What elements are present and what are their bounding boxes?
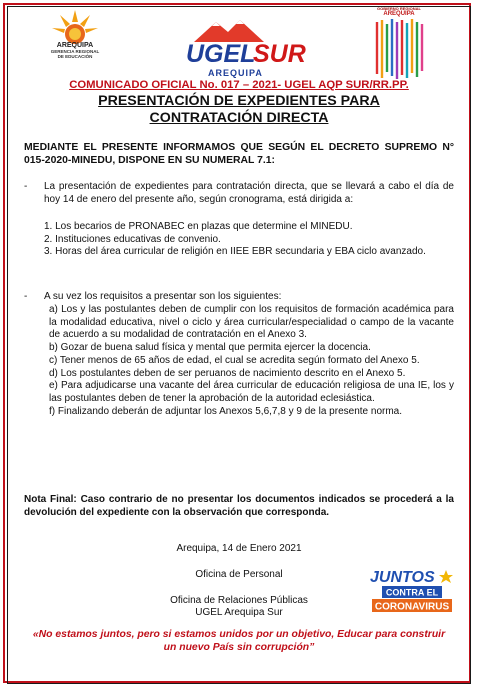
ugel-signature: UGEL Arequipa Sur [195, 607, 283, 618]
slogan [0, 628, 478, 654]
ugel-sur-logo [180, 18, 306, 80]
title-line-1: PRESENTACIÓN DE EXPEDIENTES PARA [98, 93, 380, 109]
bullet-requisitos [24, 291, 454, 304]
gra-logo [366, 6, 432, 86]
grea-caption-1: GERENCIA REGIONAL [50, 49, 100, 54]
requirement-item: f) Finalizando deberán de adjuntar los Anexos 5,6,7,8 y 9 de la presente norma. [49, 405, 403, 417]
ugel-arequipa-text: AREQUIPA [208, 68, 263, 78]
target-list [44, 221, 454, 259]
juntos-contra-coronavirus-logo [368, 566, 456, 616]
juntos-line-2: CONTRA EL [385, 587, 439, 598]
slogan-line-2: un nuevo País sin corrupción” [163, 642, 315, 653]
nota-final: Nota Final: Caso contrario de no presentar los documentos indicados se procederá a la devolución del expediente con la observación que corresponda. [24, 494, 454, 518]
requirement-item: e) Para adjudicarse una vacante del área curricular de educación religiosa de una IE, los y las postulantes deben de tener la aprobación de la autoridad eclesiástica. [49, 380, 454, 404]
juntos-line-3: CORONAVIRUS [374, 601, 450, 613]
requirement-item: a) Los y las postulantes deben de cumplir con los requisitos de formación académica para la modalidad educativa, nivel o ciclo y área curricular/especialidad o campo de la vacante de acuerdo a su modalidad de contratación en el Anexo 3. [49, 304, 454, 341]
list-item: 3. Horas del área curricular de religión en IIEE EBR secundaria y EBA ciclo avanzado. [44, 246, 426, 258]
requirement-item: c) Tener menos de 65 años de edad, el cual se acredita según formato del Anexo 5. [49, 354, 420, 366]
relaciones-publicas: Oficina de Relaciones Públicas [170, 595, 308, 606]
grea-logo [42, 10, 108, 76]
slogan-line-1: «No estamos juntos, pero si estamos unidos por un objetivo, Educar para construir [32, 629, 446, 640]
bullet-text: A su vez los requisitos a presentar son los siguientes: [44, 291, 282, 302]
bullet-dash: - [24, 181, 28, 192]
requirement-item: d) Los postulantes deben de ser peruanos de nacimiento descrito en el Anexo 5. [49, 367, 406, 379]
mountain-icon [194, 18, 264, 42]
requirement-item: b) Gozar de buena salud física y mental que permita ejercer la docencia. [49, 342, 371, 354]
bullet-dash: - [24, 291, 28, 302]
intro-paragraph: MEDIANTE EL PRESENTE INFORMAMOS QUE SEGÚN EL DECRETO SUPREMO N° 015-2020-MINEDU, DISPONE EN SU NUMERAL 7.1: [24, 142, 454, 166]
list-item: 2. Instituciones educativas de convenio. [44, 233, 221, 245]
date-line: Arequipa, 14 de Enero 2021 [176, 543, 302, 554]
juntos-line-1: JUNTOS [370, 569, 435, 586]
requirements-list [49, 304, 454, 418]
grea-caption-2: DE EDUCACIÓN [57, 54, 93, 59]
sur-text: SUR [253, 40, 306, 68]
comunicado-heading: COMUNICADO OFICIAL No. 017 – 2021- UGEL AQP SUR/RR.PP. [69, 79, 409, 91]
grea-brand: AREQUIPA [56, 42, 94, 49]
document-title [0, 93, 478, 127]
ribbon-emblem-icon [371, 18, 427, 80]
title-line-2: CONTRATACIÓN DIRECTA [149, 110, 329, 126]
gra-caption-1: GOBIERNO REGIONAL [376, 6, 421, 11]
bullet-presentacion [24, 181, 454, 206]
list-item: 1. Los becarios de PRONABEC en plazas que determine el MINEDU. [44, 221, 353, 232]
oficina-personal: Oficina de Personal [195, 569, 283, 580]
gra-caption-2: AREQUIPA [383, 11, 415, 17]
ugel-text: UGEL [186, 40, 256, 68]
bullet-text: La presentación de expedientes para contratación directa, que se llevará a cabo el día de hoy 14 de enero del presente año, según cronograma, está dirigida a: [44, 181, 454, 205]
coronavirus-campaign-icon [368, 566, 456, 616]
